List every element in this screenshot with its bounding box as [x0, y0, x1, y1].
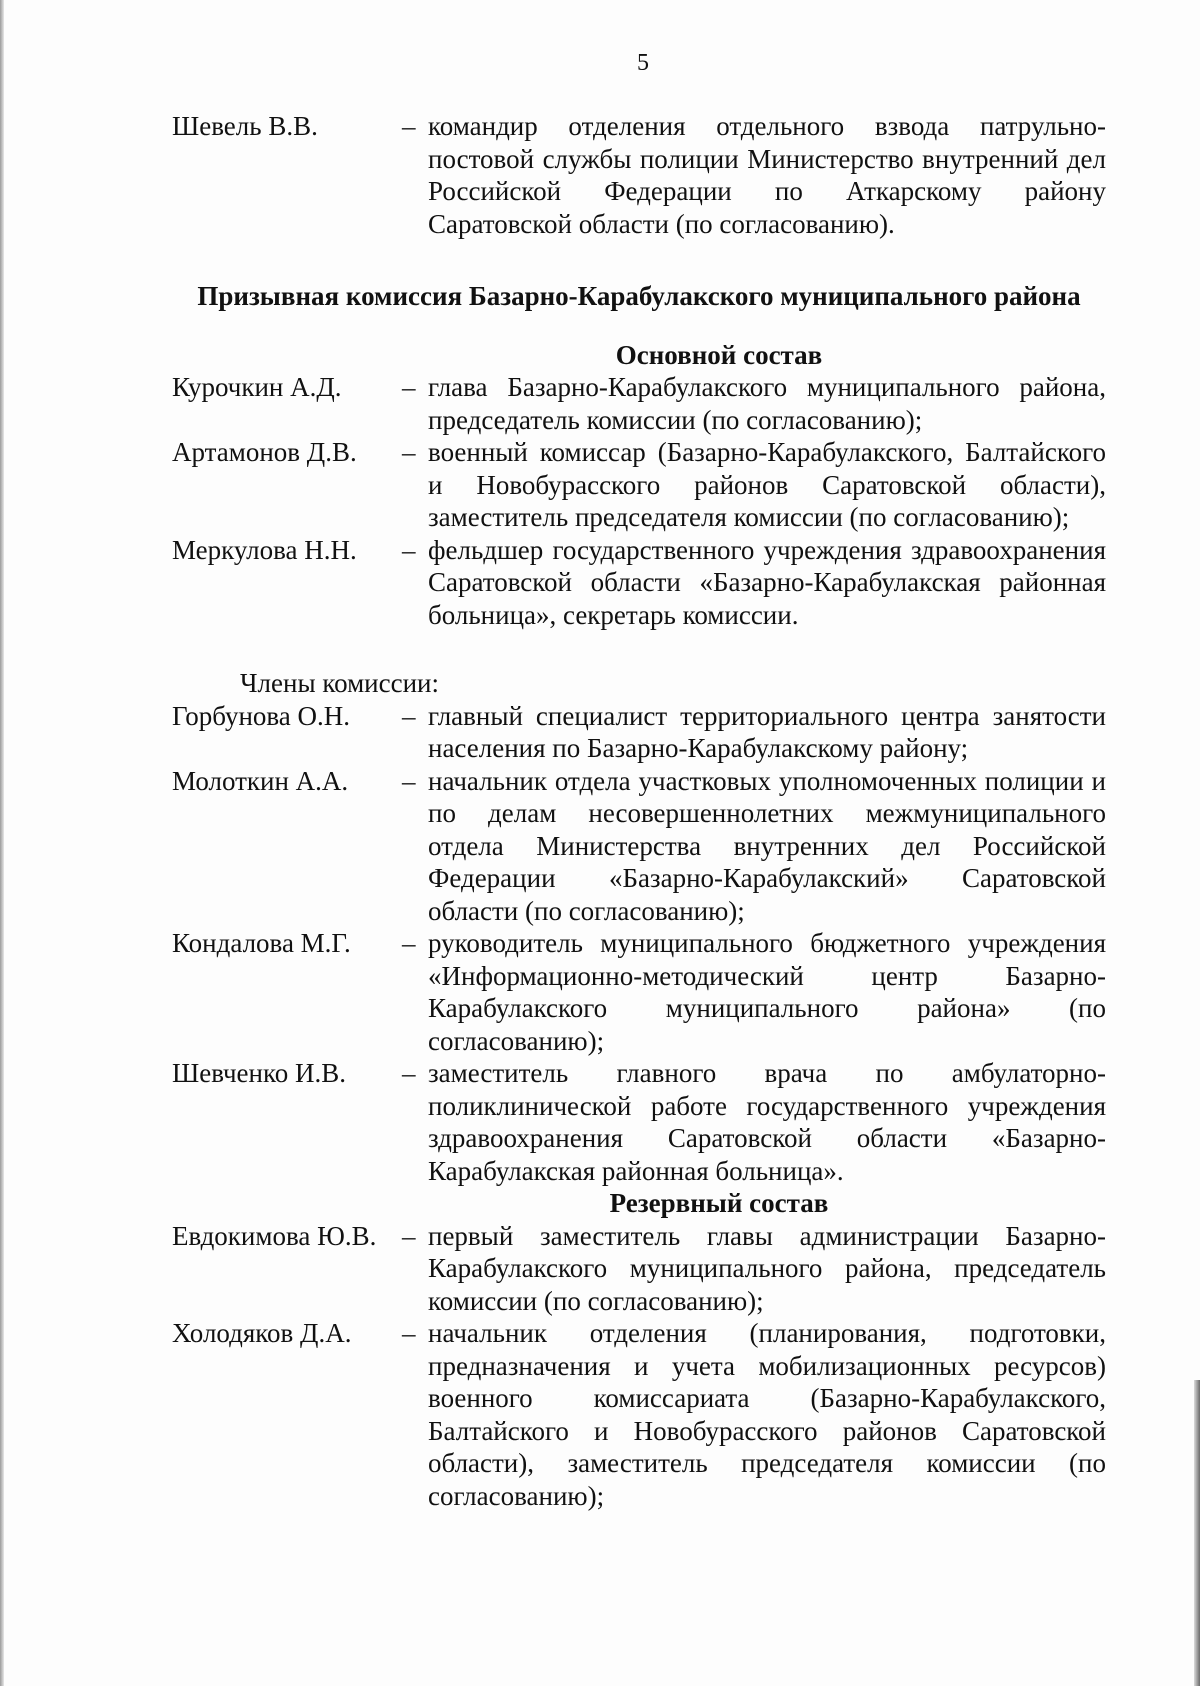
reserve-section-title: Резервный состав	[609, 1188, 829, 1218]
entry-dash: –	[402, 1058, 416, 1088]
document-content	[172, 110, 1106, 1512]
reserve-entry	[172, 1220, 1106, 1318]
entry-description: руководитель муниципального бюджетного учреждения «Информационно-методический центр Базарно-Карабулакского муниципального района» (по согласованию);	[428, 928, 1106, 1056]
main-entry	[172, 534, 1106, 632]
commission-title: Призывная комиссия Базарно-Карабулакского муниципального района	[197, 281, 1081, 311]
entry-name: Меркулова Н.Н.	[172, 534, 357, 565]
main-entry	[172, 371, 1106, 436]
entry-dash: –	[402, 534, 416, 565]
main-section-title: Основной состав	[615, 339, 823, 370]
member-entry	[172, 1057, 1106, 1187]
entry-description: первый заместитель главы администрации Базарно-Карабулакского муниципального района, председатель комиссии (по согласованию);	[428, 1220, 1106, 1316]
entry-description: начальник отделения (планирования, подготовки, предназначения и учета мобилизационных ресурсов) военного комиссариата (Базарно-Карабулакского, Балтайского и Новобурасского районов Саратовской области), заместитель председателя комиссии (по согласованию);	[428, 1318, 1106, 1511]
entry-dash: –	[402, 1220, 416, 1251]
reserve-entry	[172, 1317, 1106, 1512]
scan-edge-right	[1194, 1380, 1200, 1686]
entry-name: Артамонов Д.В.	[172, 437, 357, 467]
entry-name: Курочкин А.Д.	[172, 372, 342, 402]
entry-dash: –	[402, 700, 416, 731]
page-number: 5	[637, 50, 649, 76]
member-entry	[172, 700, 1106, 765]
member-entry	[172, 765, 1106, 928]
entry-description: военный комиссар (Базарно-Карабулакского, Балтайского и Новобурасского районов Саратовской области), заместитель председателя комиссии (по согласованию);	[428, 437, 1106, 532]
entry-description: командир отделения отдельного взвода патрульно-постовой службы полиции Министерство внутренний дел Российской Федерации по Аткарскому району Саратовской области (по согласованию).	[428, 111, 1106, 239]
entry-description: глава Базарно-Карабулакского муниципального района, председатель комиссии (по согласованию);	[428, 372, 1106, 435]
top-entry	[172, 110, 1106, 240]
entry-name: Шевченко И.В.	[172, 1058, 346, 1088]
entry-description: начальник отдела участковых уполномоченных полиции и по делам несовершеннолетних межмуниципального отдела Министерства внутренних дел Российской Федерации «Базарно-Карабулакский» Саратовской области (по согласованию);	[428, 765, 1106, 926]
scan-edge-left	[0, 0, 4, 1686]
entry-name: Горбунова О.Н.	[172, 700, 351, 731]
entry-name: Молоткин А.А.	[172, 765, 349, 796]
entry-dash: –	[402, 765, 416, 796]
entry-dash: –	[402, 1318, 416, 1348]
members-label: Члены комиссии:	[240, 668, 439, 698]
main-entry	[172, 436, 1106, 534]
entry-dash: –	[402, 111, 416, 141]
entry-description: главный специалист территориального центра занятости населения по Базарно-Карабулакскому району;	[428, 700, 1106, 763]
entry-description: заместитель главного врача по амбулаторно-поликлинической работе государственного учреждения здравоохранения Саратовской области «Базарно-Карабулакская районная больница».	[428, 1058, 1106, 1186]
entry-dash: –	[402, 928, 416, 958]
entry-name: Шевель В.В.	[172, 111, 318, 141]
entry-name: Холодяков Д.А.	[172, 1318, 352, 1348]
member-entry	[172, 927, 1106, 1057]
entry-dash: –	[402, 437, 416, 467]
entry-name: Евдокимова Ю.В.	[172, 1220, 377, 1251]
entry-description: фельдшер государственного учреждения здравоохранения Саратовской области «Базарно-Карабулакская районная больница», секретарь комиссии.	[428, 534, 1106, 630]
entry-dash: –	[402, 372, 416, 402]
entry-name: Кондалова М.Г.	[172, 928, 351, 958]
